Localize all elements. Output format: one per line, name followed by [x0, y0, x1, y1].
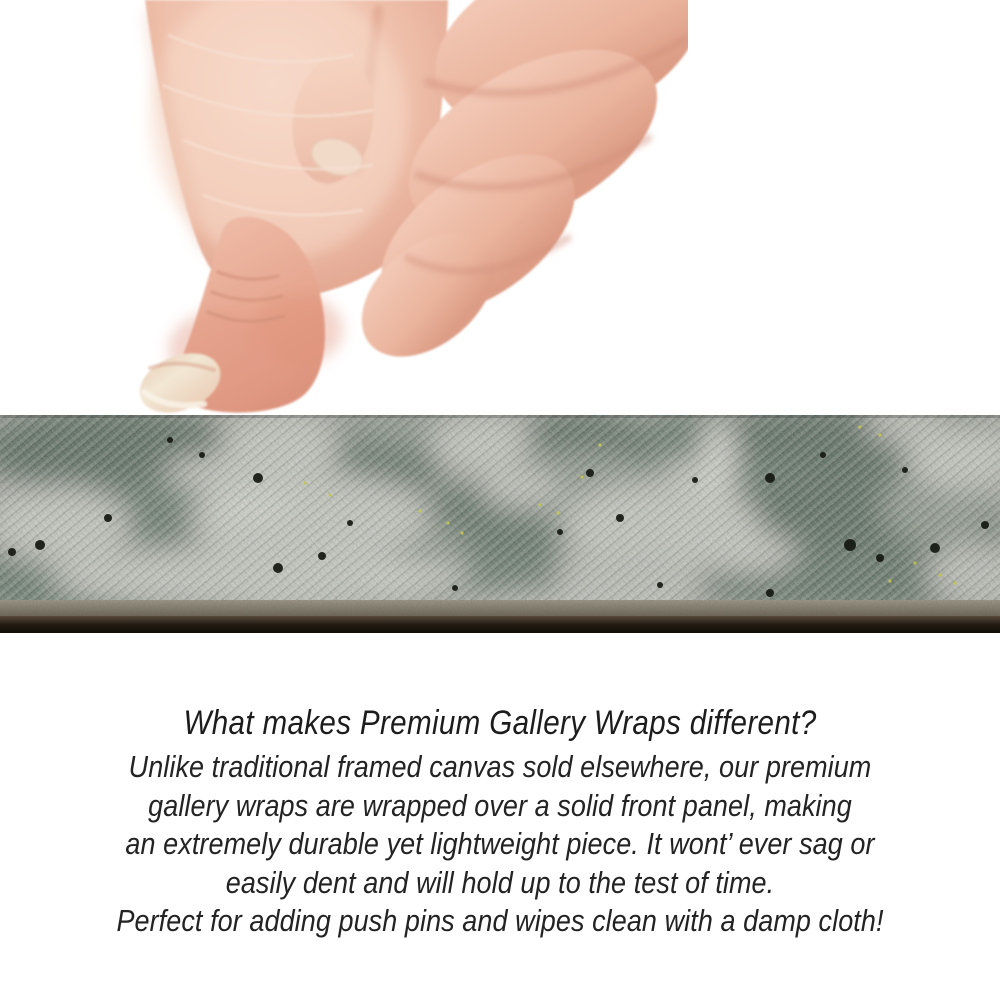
canvas-grain-light — [0, 415, 1000, 616]
canvas-dark-edge — [0, 616, 1000, 633]
body-line-4: easily dent and will hold up to the test of time. — [225, 864, 775, 900]
body-line-1: Unlike traditional framed canvas sold elsewhere, our premium — [128, 749, 872, 784]
strip-top-shade — [0, 415, 1000, 418]
body-line-2: gallery wraps are wrapped over a solid front panel, making — [148, 787, 852, 823]
body-line-5: Perfect for adding push pins and wipes clean with a damp cloth! — [116, 903, 884, 938]
info-text-block — [65, 700, 935, 941]
hand-shape-group — [131, 0, 688, 424]
headline: What makes Premium Gallery Wraps different? — [183, 704, 817, 742]
canvas-texture-strip-photo — [0, 415, 1000, 633]
hand-pressing-thumb-photo — [128, 0, 688, 424]
edge-grain — [0, 600, 1000, 617]
body-line-3: an extremely durable yet lightweight piece. It wont’ ever sag or — [125, 826, 875, 861]
canvas-strip-svg — [0, 415, 1000, 633]
